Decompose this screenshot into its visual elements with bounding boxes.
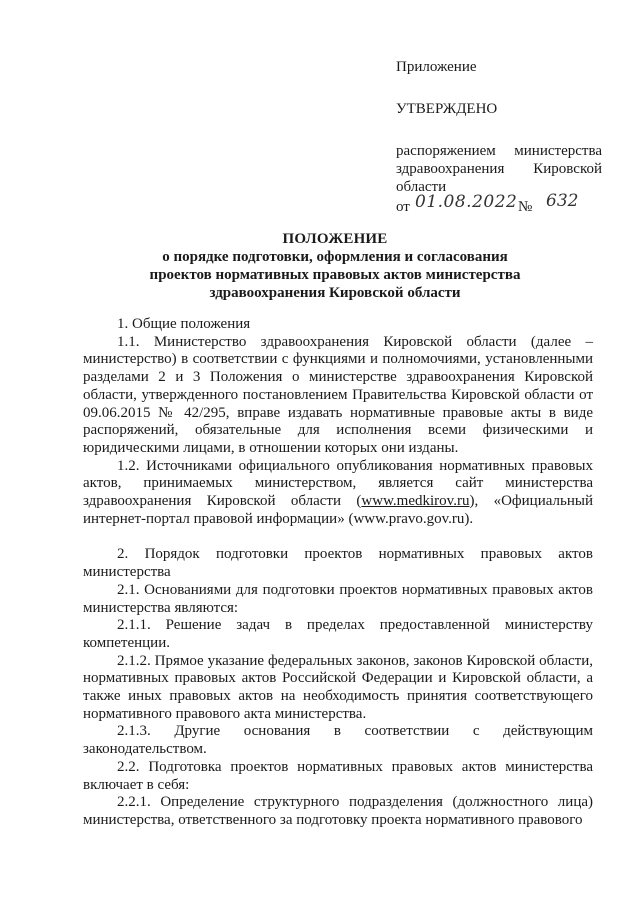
paragraph-1-1: 1.1. Министерство здравоохранения Кировской области (далее – министерство) в соответствии с функциями и полномочиями, установленными разделами 2 и 3 Положения о министерстве здравоохранения Кировской области, утвержденного постановлением Правительства Кировской области от 09.06.2015 № 42/295, вправе издавать нормативные правовые акты в виде распоряжений, обязательные для исполнения всеми физическими и юридическими лицами, в отношении которых они изданы.	[83, 333, 593, 456]
paragraph-2-1-1: 2.1.1. Решение задач в пределах предоставленной министерству компетенции.	[83, 617, 593, 651]
title-line-2: о порядке подготовки, оформления и согласования	[162, 249, 508, 265]
handwritten-date: 01.08.2022	[415, 192, 518, 212]
order-line-3: области	[396, 179, 447, 195]
paragraph-2-1-3: 2.1.3. Другие основания в соответствии с действующим законодательством.	[83, 723, 593, 758]
document-title	[40, 230, 630, 302]
paragraph-1-2-end: ), «Официальный интернет-портал правовой информации» (www.pravo.gov.ru).	[83, 493, 593, 527]
section-1-heading: 1. Общие положения	[117, 316, 251, 332]
paragraph-2-1-2: 2.1.2. Прямое указание федеральных законов, законов Кировской области, нормативных правовых актов Российской Федерации и Кировской области, а также иных правовых актов на необходимость принятия соответствующего нормативного правового акта министерства.	[83, 652, 593, 722]
number-prefix: №	[518, 199, 533, 215]
date-prefix: от	[396, 199, 410, 215]
medkirov-link[interactable]: www.medkirov.ru	[361, 493, 470, 510]
order-line-2: здравоохранения Кировской	[396, 161, 602, 177]
section-2-heading: 2. Порядок подготовки проектов нормативных правовых актов министерства	[83, 546, 593, 581]
handwritten-number: 632	[546, 191, 579, 211]
title-line-3: проектов нормативных правовых актов министерства	[149, 267, 521, 283]
order-date-number	[396, 191, 602, 218]
paragraph-1-2-start: 1.2. Источниками официального опубликования нормативных правовых актов, принимаемых министерством, является сайт министерства здравоохранения Кировской области (	[83, 457, 593, 510]
paragraph-1-2	[83, 458, 593, 529]
title-line-1: ПОЛОЖЕНИЕ	[282, 231, 388, 247]
approval-block	[396, 58, 602, 218]
title-line-4: здравоохранения Кировской области	[209, 285, 461, 301]
approved-label: УТВЕРЖДЕНО	[396, 101, 498, 117]
order-line-1: распоряжением министерства	[396, 143, 602, 159]
paragraph-2-2-1: 2.2.1. Определение структурного подразделения (должностного лица) министерства, ответственного за подготовку проекта нормативного правового	[83, 794, 593, 828]
section-gap	[83, 528, 593, 546]
appendix-label: Приложение	[396, 59, 477, 75]
paragraph-2-2: 2.2. Подготовка проектов нормативных правовых актов министерства включает в себя:	[83, 758, 593, 793]
document-body	[83, 316, 593, 830]
paragraph-2-1: 2.1. Основаниями для подготовки проектов нормативных правовых актов министерства являются:	[83, 581, 593, 616]
